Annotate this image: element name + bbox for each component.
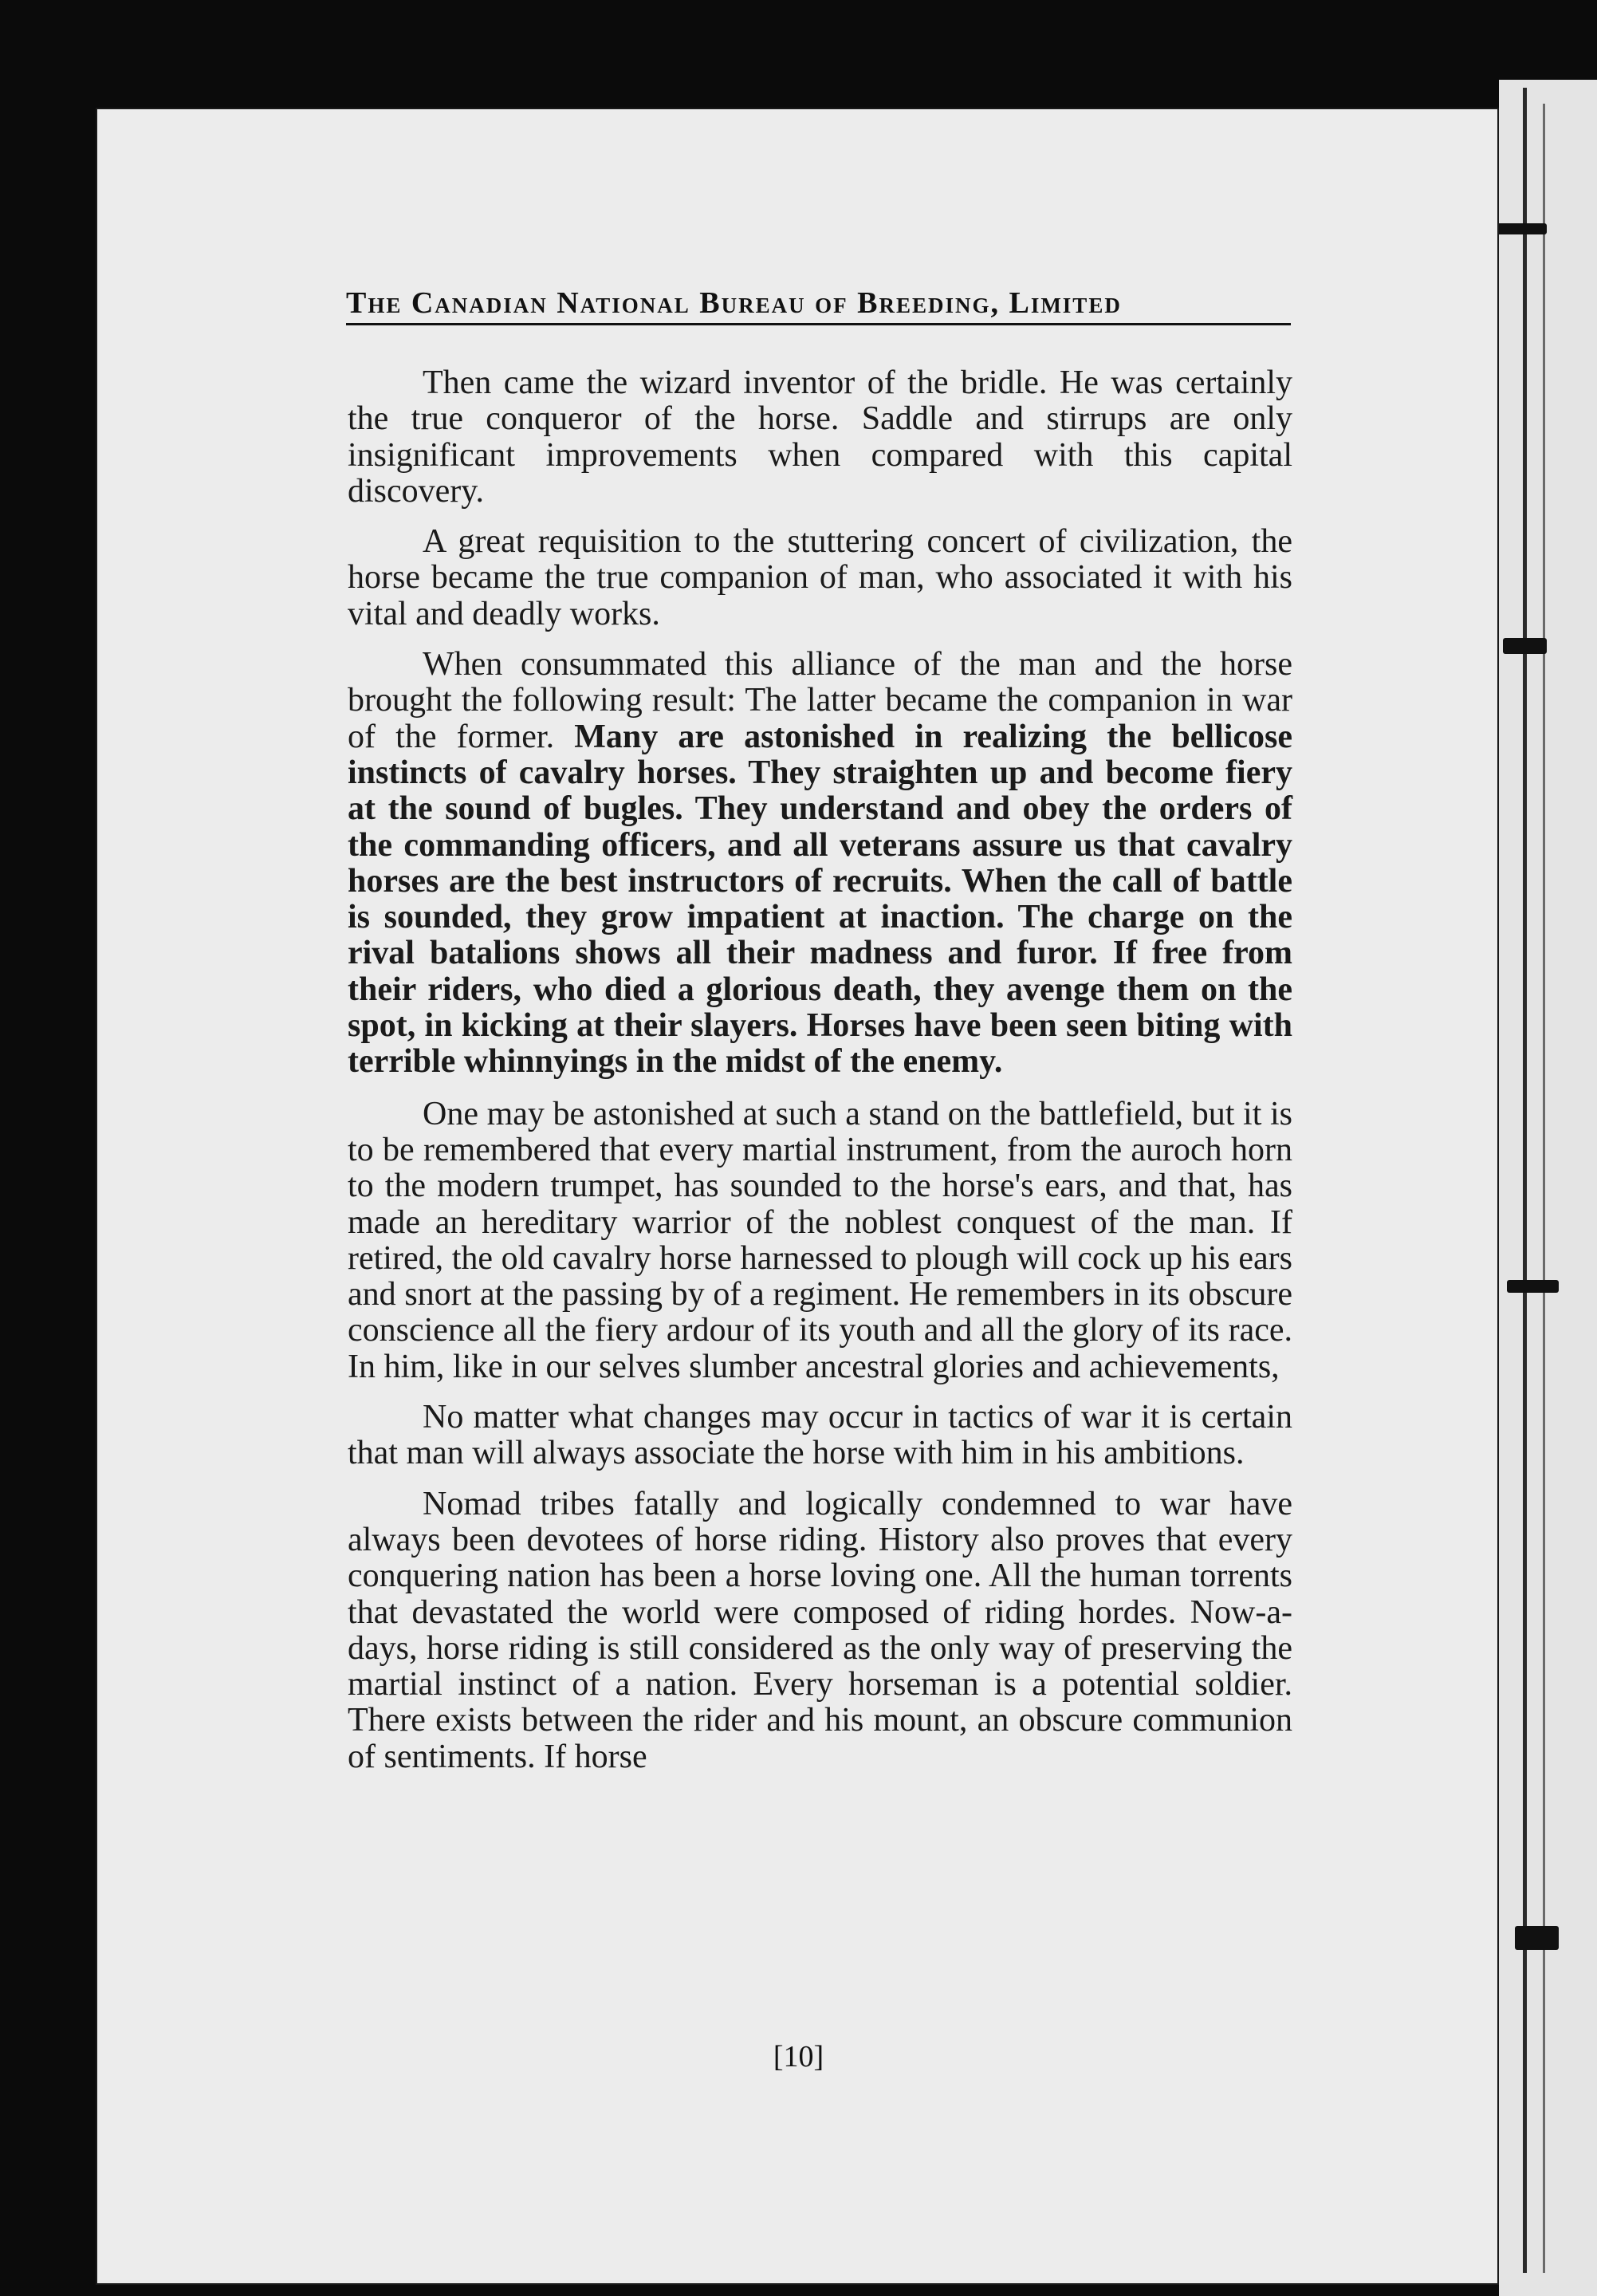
page-number: [10] (773, 2040, 824, 2073)
paragraph-5: No matter what changes may occur in tactics of war it is certain that man will always associate the horse with him in his ambitions. (348, 1399, 1292, 1472)
bold-passage: Many are astonished in realizing the bellicose instincts of cavalry horses. They straighten up and become fiery at the sound of bugles. They understand and obey the orders of the commanding officers, and all veterans assure us that cavalry horses are the best instructors of recruits. When the call of battle is sounded, they grow impatient at inaction. The charge on the rival batalions shows all their madness and furor. If free from their riders, who died a glorious death, they avenge them on the spot, in kicking at their slayers. Horses have been seen biting with terrible whinnyings in the midst of the enemy. (348, 718, 1293, 1081)
binding-mark (1491, 223, 1547, 234)
binding-mark (1507, 1280, 1559, 1293)
paragraph-3: When consummated this alliance of the man and the horse brought the following result: The latter became the companion in war of the former. Many are astonished in realizing the bellicose instincts of cavalry horses. They straighten up and become fiery at the sound of bugles. They understand and obey the orders of the commanding officers, and all veterans assure us that cavalry horses are the best instructors of recruits. When the call of battle is sounded, they grow impatient at inaction. The charge on the rival batalions shows all their madness and furor. If free from their riders, who died a glorious death, they avenge them on the spot, in kicking at their slayers. Horses have been seen biting with terrible whinnyings in the midst of the enemy. (348, 646, 1293, 1081)
adjacent-page-edge (1499, 80, 1597, 2296)
page-body (348, 365, 1292, 1790)
paragraph-6: Nomad tribes fatally and logically condemned to war have always been devotees of horse riding. History also proves that every conquering nation has been a horse loving one. All the human torrents that devastated the world were composed of riding hordes. Now-a-days, horse riding is still considered as the only way of preserving the martial instinct of a nation. Every horseman is a potential soldier. There exists between the rider and his mount, an obscure communion of sentiments. If horse (348, 1485, 1292, 1775)
binding-mark (1503, 638, 1547, 654)
paragraph-4: One may be astonished at such a stand on the battlefield, but it is to be remembered that every martial instrument, from the auroch horn to the modern trumpet, has sounded to the horse's ears, and that, has made an hereditary warrior of the noblest conquest of the man. If retired, the old cavalry horse harnessed to plough will cock up his ears and snort at the passing by of a regiment. He remembers in its obscure conscience all the fiery ardour of its youth and all the glory of its race. In him, like in our selves slumber ancestral glories and achievements, (348, 1095, 1292, 1385)
header-rule (346, 323, 1291, 325)
binding-mark (1515, 1926, 1559, 1950)
running-header: The Canadian National Bureau of Breeding, Limited (346, 286, 1122, 320)
paragraph-1: Then came the wizard inventor of the bridle. He was certainly the true conqueror of the horse. Saddle and stirrups are only insignificant improvements when compared with this capital discovery. (348, 364, 1292, 510)
paragraph-2: A great requisition to the stuttering concert of civilization, the horse became the true companion of man, who associated it with his vital and deadly works. (348, 523, 1292, 632)
